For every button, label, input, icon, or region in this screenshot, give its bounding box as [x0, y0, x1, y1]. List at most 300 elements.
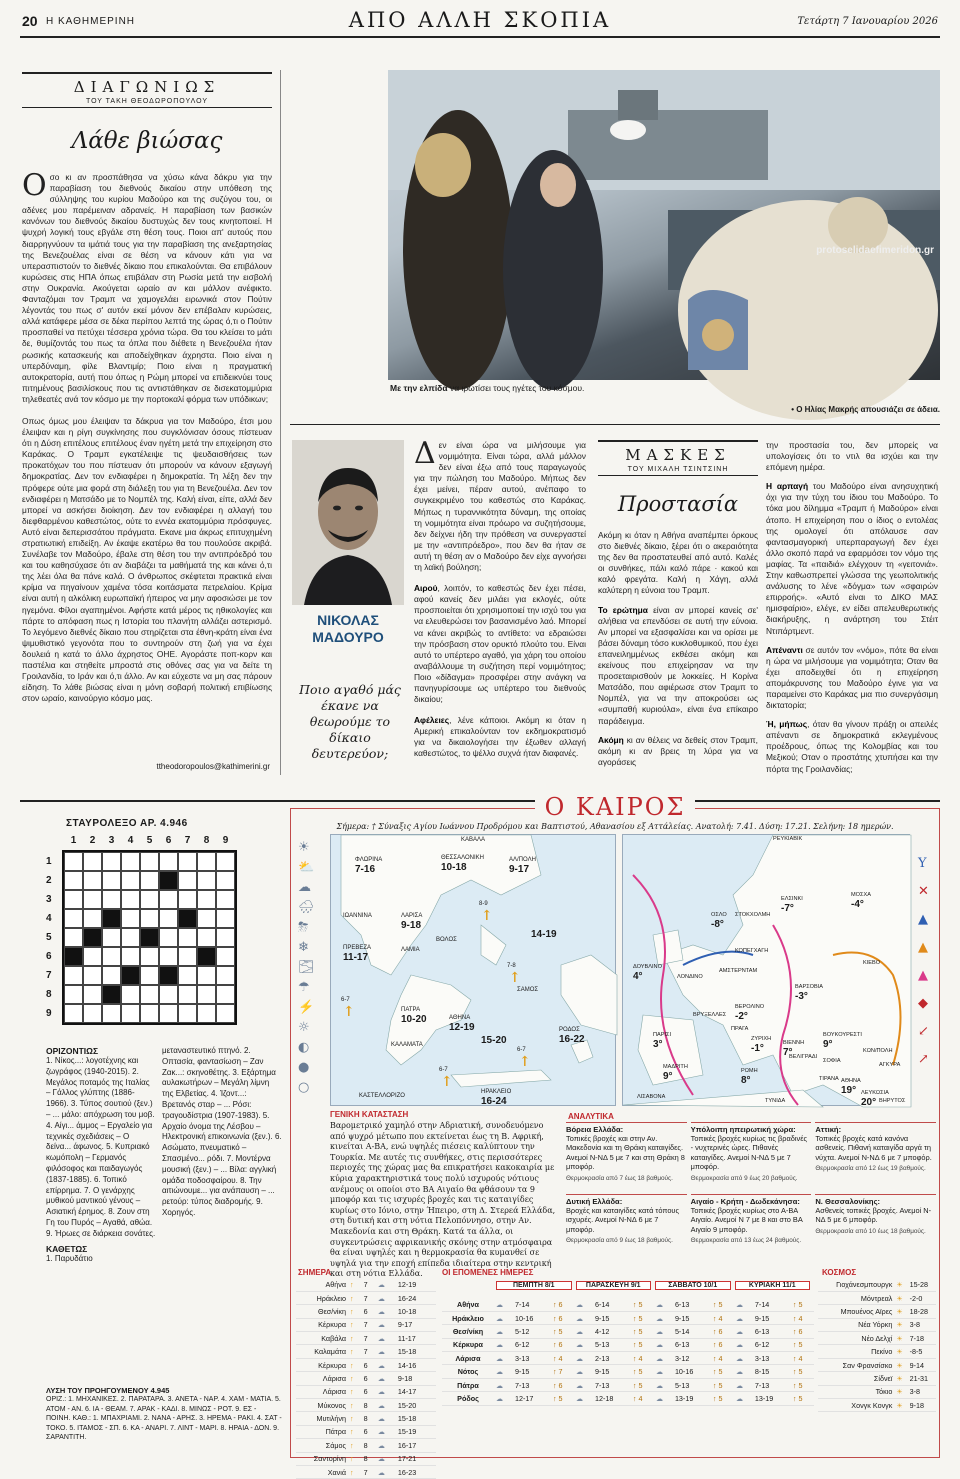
- row-number: 1: [46, 856, 52, 867]
- greece-map-shape: [331, 835, 617, 1107]
- wind-force: ↑ 5: [551, 1325, 574, 1338]
- europe-city: [819, 1075, 839, 1084]
- lead-word: Αφέλειες: [414, 715, 450, 726]
- city-temp: 7°: [783, 1047, 793, 1058]
- temp-range: 9-15: [593, 1365, 631, 1378]
- greece-city: [481, 1087, 511, 1107]
- crossword-cell[interactable]: [83, 985, 102, 1004]
- temp-range: 5-13: [593, 1338, 631, 1351]
- paragraph: την προστασία του, δεν μπορείς να υπολογίσεις ότι το ντιλ θα ισχύει και την επόμενη ημέρα.: [766, 440, 938, 473]
- city-name: ΜΟΣΧΑ: [851, 892, 871, 898]
- wind-force: 6: [362, 1425, 376, 1438]
- weather-icon: ☀: [894, 1399, 907, 1412]
- wind-arrow-icon: ↑: [481, 908, 493, 924]
- crossword-cell[interactable]: [64, 852, 83, 871]
- weather-icon: ☁: [376, 1439, 396, 1452]
- legend-front-icon: ✕: [918, 884, 929, 899]
- crossword-cell[interactable]: [64, 890, 83, 909]
- temp-range: 6-13: [673, 1338, 711, 1351]
- wind-arrow-icon: ↑: [441, 1074, 453, 1090]
- page-date: Τετάρτη 7 Ιανουαρίου 2026: [797, 16, 938, 27]
- weather-today-line: Σήμερα: † Σύναξις Αγίου Ιωάννου Προδρόμου και Βαπτιστού, Αθανασίου εξ Αττάλείας. Ανατολή: 7.41. Δύση: 17.21. Σελήνη: 18 ημερών.: [336, 822, 894, 831]
- temp-range: 9-15: [673, 1311, 711, 1324]
- weather-icon: ☁: [376, 1465, 396, 1478]
- crossword-row-numbers: [46, 852, 60, 1023]
- crossword-cell[interactable]: [121, 1004, 140, 1023]
- crossword-cell[interactable]: [178, 928, 197, 947]
- city-name: ΛΙΣΑΒΟΝΑ: [637, 1094, 666, 1100]
- europe-city: [711, 911, 727, 929]
- crossword-cell[interactable]: [159, 1004, 178, 1023]
- europe-city: [879, 1097, 905, 1106]
- weather-icon: ☁: [376, 1318, 396, 1331]
- city-temp: 20°: [861, 1097, 877, 1108]
- europe-city: [879, 1061, 900, 1070]
- legend-weather-icon: 🌫: [298, 960, 315, 975]
- row-number: 2: [46, 875, 52, 886]
- weather-icon: ☁: [574, 1325, 593, 1338]
- city-name: Καβάλα: [296, 1332, 348, 1345]
- greece-city: [391, 1040, 423, 1050]
- wind-force: ↑ 5: [791, 1298, 814, 1311]
- city-temp: 19°: [841, 1085, 857, 1096]
- weather-icon: ☁: [376, 1399, 396, 1412]
- legend-weather-icon: ☼: [298, 1020, 310, 1035]
- crossword-cell[interactable]: [102, 966, 121, 985]
- temp-range: 9-15: [753, 1311, 791, 1324]
- crossword-cell[interactable]: [140, 1004, 159, 1023]
- europe-city: [633, 963, 662, 981]
- photo-rule: [290, 424, 940, 425]
- temp-range: 10-18: [396, 1305, 436, 1318]
- crossword-cell[interactable]: [159, 985, 178, 1004]
- temp-range: 9-15: [513, 1365, 551, 1378]
- greece-city: [401, 945, 420, 955]
- world-row: [818, 1305, 936, 1318]
- region-name: Υπόλοιπη ηπειρωτική χώρα:: [690, 1125, 796, 1134]
- city-name: ΛΟΝΔΙΝΟ: [677, 974, 703, 980]
- temp-range: -8-5: [908, 1345, 936, 1358]
- crossword-cell[interactable]: [216, 966, 235, 985]
- weather-icon: ☁: [376, 1305, 396, 1318]
- city-name: ΒΟΛΟΣ: [436, 937, 457, 943]
- crossword-cell[interactable]: [121, 928, 140, 947]
- wind-force: ↑ 4: [631, 1392, 654, 1405]
- crossword-cell[interactable]: [83, 852, 102, 871]
- next-row: [442, 1392, 814, 1405]
- wind-force: ↑ 4: [791, 1311, 814, 1324]
- crossword-cell[interactable]: [121, 871, 140, 890]
- greece-city: [436, 935, 457, 945]
- column-kicker: ΜΑΣΚΕΣ: [625, 446, 731, 464]
- weather-icon: ☁: [376, 1372, 396, 1385]
- crossword-clues: [46, 1046, 282, 1264]
- wind-icon: ↑: [348, 1425, 362, 1438]
- city-name: Χανιά: [296, 1465, 348, 1478]
- crossword-cell[interactable]: [216, 947, 235, 966]
- europe-city: [765, 1097, 785, 1106]
- city-temp: 9°: [823, 1039, 833, 1050]
- crossword-cell[interactable]: [83, 1004, 102, 1023]
- today-table: [296, 1278, 436, 1479]
- crossword-grid[interactable]: [62, 850, 237, 1025]
- city-name: Λάρισα: [296, 1385, 348, 1398]
- crossword-cell[interactable]: [102, 871, 121, 890]
- wind-force: 7: [362, 1345, 376, 1358]
- col-number: 5: [146, 835, 153, 846]
- region-temp: Θερμοκρασία από 10 έως 18 βαθμούς.: [815, 1227, 926, 1235]
- wind-force: ↑ 6: [791, 1325, 814, 1338]
- weather-icon: ☁: [494, 1311, 513, 1324]
- weather-legend-right: [912, 856, 938, 1096]
- paragraph: του Μαδούρο είναι ανησυχητική όχι για την τύχη του ίδιου του Μαδούρο. Το τόκα μου δίλημμα «Τραμπ ή Μαδούρο» είναι άτοπο. Η επιχείρηση που ο ίδιος ο εντολέας της ομολογεί ότι απόλαυσε σαν φαντασμαγορική υπερπαραγωγή δεν έχει άλλο σκοπό παρά να εφαρμόσει τον νόμο της μαφίας. Τα «παιδιά» ελέγχουν τη «γειτονιά». Στην καθωσπρεπεί γλώσσα της γεωπολιτικής ανάλυσης το λένε «δόγμα» των «σφαιρών επιρροής». «Αυτό είναι το ΔΙΚΟ ΜΑΣ ημισφαίριο», ελέγε, εν είδει απελευθερωτικής διακήρυξης, η ανάρτηση του Στέιτ Ντιπάρτμεντ.: [766, 481, 938, 636]
- weather-title-box: [290, 793, 940, 821]
- weather-icon: ☁: [494, 1338, 513, 1351]
- city-name: Σαν Φρανσίσκο: [818, 1358, 894, 1371]
- today-row: [296, 1465, 436, 1478]
- across-title: ΟΡΙΖΟΝΤΙΩΣ: [46, 1046, 99, 1056]
- wind-force: ↑ 5: [791, 1365, 814, 1378]
- today-row: [296, 1318, 436, 1331]
- wind-icon: ↑: [348, 1439, 362, 1452]
- today-title: ΣΗΜΕΡΑ: [298, 1268, 332, 1277]
- col-number: 4: [127, 835, 134, 846]
- wind-force: ↑ 4: [711, 1352, 734, 1365]
- crossword-cell[interactable]: [83, 966, 102, 985]
- wind-force: 7: [362, 1332, 376, 1345]
- paragraph: εν είναι ώρα να μιλήσουμε για νομιμότητα. Είναι τώρα, αλλά μάλλον δεν είναι έξω από τους παραγωγούς για την πώληση του Μαδούρο. Μήπως δεν έχει μείνει, πέραν αυτού, ανέπαφο το συγκεκριμένο του καθεστώς στο Καράκας. Μήπως η τυραννικότητα δύναμη, της οποίας τη νομιμότητα είναι πρόωρο να συζητήσουμε, δεν δείχνει ήδη την πρόθεση να συνεργαστεί με την «αντιπρόεδρο», που δεν θα ήταν σε αυτή τη θέση αν ο Μαδούρο δεν είχε αγνοήσει τη λαϊκή βούληση;: [414, 440, 586, 573]
- crossword-cell[interactable]: [83, 947, 102, 966]
- crossword-cell[interactable]: [64, 966, 83, 985]
- crossword-cell[interactable]: [140, 909, 159, 928]
- wind-label: 7-8: [507, 963, 516, 969]
- temp-range: 14-17: [396, 1385, 436, 1398]
- crossword-cell: [83, 928, 102, 947]
- crossword-cell[interactable]: [159, 909, 178, 928]
- temp-range: 7-13: [753, 1378, 791, 1391]
- crossword-cell[interactable]: [64, 871, 83, 890]
- crossword-cell[interactable]: [64, 985, 83, 1004]
- region-name: Αιγαίο - Κρήτη - Δωδεκάνησα:: [690, 1197, 800, 1206]
- region-name: Δυτική Ελλάδα:: [566, 1197, 623, 1206]
- crossword-cell[interactable]: [83, 890, 102, 909]
- next-row: [442, 1365, 814, 1378]
- crossword-cell[interactable]: [121, 852, 140, 871]
- city-name: Αθήνα: [296, 1278, 348, 1291]
- wind-force: ↑ 5: [791, 1378, 814, 1391]
- region-name: Ν. Θεσσαλονίκης:: [815, 1197, 881, 1206]
- wind-force: ↑ 5: [551, 1392, 574, 1405]
- city-name: Κέρκυρα: [442, 1338, 494, 1351]
- weather-icon: ☁: [734, 1378, 753, 1391]
- crossword-cell[interactable]: [140, 890, 159, 909]
- region-temp: Θερμοκρασία από 12 έως 19 βαθμούς.: [815, 1165, 926, 1173]
- crossword-cell: [159, 966, 178, 985]
- crossword-cell: [121, 966, 140, 985]
- europe-city: [735, 911, 770, 920]
- weather-icon: ☀: [894, 1291, 907, 1304]
- world-row: [818, 1385, 936, 1398]
- world-table: [818, 1278, 936, 1412]
- crossword-cell[interactable]: [178, 890, 197, 909]
- city-name: Θεσ/νίκη: [296, 1305, 348, 1318]
- wind-force: 6: [362, 1305, 376, 1318]
- crossword-cell[interactable]: [216, 909, 235, 928]
- temp-range: 10-16: [673, 1365, 711, 1378]
- weather-icon: ☁: [654, 1352, 673, 1365]
- wind-label: 6-7: [517, 1047, 526, 1053]
- europe-city: [863, 1047, 893, 1056]
- europe-map: [622, 834, 910, 1106]
- europe-city: [823, 1031, 862, 1049]
- temp-range: 13-19: [673, 1392, 711, 1405]
- temp-range: 12-19: [396, 1278, 436, 1291]
- today-row: [296, 1439, 436, 1452]
- today-row: [296, 1332, 436, 1345]
- city-name: ΣΤΟΚΧΟΛΜΗ: [735, 912, 771, 918]
- paragraph: σε αυτόν τον «νόμο», πότε θα είναι η ώρα να μιλήσουμε για νομιμότητα; Οταν θα έχει αποδειχθεί ότι η επιχείρηση απομάκρυνσης του Μαδούρο έγινε για να παραμείνει στο Καράκας μια πιο συνεργάσιμη δικτατορία;: [766, 644, 938, 711]
- crossword-cell[interactable]: [216, 985, 235, 1004]
- day-header: ΚΥΡΙΑΚΗ 11/1: [735, 1281, 811, 1290]
- crossword-cell[interactable]: [197, 890, 216, 909]
- crossword-cell: [102, 909, 121, 928]
- down-title: ΚΑΘΕΤΩΣ: [46, 1243, 88, 1254]
- crossword-cell[interactable]: [216, 852, 235, 871]
- city-name: Ρόδος: [442, 1392, 494, 1405]
- city-name: Σίδνεϊ: [818, 1372, 894, 1385]
- city-name: ΤΙΡΑΝΑ: [819, 1076, 839, 1082]
- crossword-cell[interactable]: [64, 1004, 83, 1023]
- crossword-cell[interactable]: [140, 966, 159, 985]
- weather-icon: ☁: [494, 1365, 513, 1378]
- crossword-cell[interactable]: [197, 1004, 216, 1023]
- europe-city: [637, 1093, 665, 1102]
- region-forecast: [566, 1122, 687, 1192]
- paragraph: κι αν θέλεις να δεθείς στον Τραμπ, ακόμη κι αν βρεις τη λύρα για να αγοράσεις: [598, 734, 758, 767]
- row-number: 6: [46, 951, 52, 962]
- crossword-cell[interactable]: [216, 1004, 235, 1023]
- region-name: Αττική:: [815, 1125, 842, 1134]
- crossword-cell[interactable]: [197, 852, 216, 871]
- general-text: Βαρομετρικό χαμηλό στην Αδριατική, συνοδευόμενο από ψυχρό μέτωπο που εκτείνεται έως τη Β. Αφρική, κινείται Α-ΒΑ, ενώ υψηλές πιέσεις καλύπτουν την Τουρκία. Με αυτές τις συνθήκες, στις περισσότερες περιοχές της χώρας μας θα επικρατήσει κακοκαιρία με κύρια χαρακτηριστικά τους πολύ ισχυρούς νότιους ανέμους οι οποίοι στο ΒΑ Αιγαίο θα φθάσουν τα 9 μποφόρ και τις ισχυρές βροχές και τις καταιγίδες κυρίως στο Ιόνιο, στην Ήπειρο, στη Δ. Στερεά Ελλάδα, στη δυτική και στη νότια Πελοπόννησο, στην Αν. Μακεδονία και στη Θράκη. Κατά τα άλλα, οι συγκεντρώσεις αφρικανικής σκόνης στην ατμόσφαιρα θα είναι υψηλές και η θερμοκρασία θα κυμανθεί σε υψηλά για την εποχή επίπεδα ιδιαίτερα στην κεντρική και στη νότια Ελλάδα.: [330, 1121, 556, 1279]
- city-name: Πάτρα: [442, 1378, 494, 1391]
- crossword-cell[interactable]: [102, 947, 121, 966]
- city-name: ΒΗΡΥΤΟΣ: [879, 1098, 906, 1104]
- europe-city: [863, 959, 880, 968]
- crossword-cell[interactable]: [178, 966, 197, 985]
- crossword-cell: [102, 985, 121, 1004]
- wind-icon: ↑: [348, 1358, 362, 1371]
- wind-force: ↑ 5: [711, 1298, 734, 1311]
- city-name: ΤΥΝΙΔΑ: [765, 1098, 786, 1104]
- city-name: ΣΟΦΙΑ: [823, 1058, 841, 1064]
- europe-city: [773, 835, 802, 844]
- europe-city: [851, 891, 871, 909]
- today-row: [296, 1399, 436, 1412]
- temp-range: 16-17: [396, 1439, 436, 1452]
- crossword-cell[interactable]: [178, 852, 197, 871]
- col-number: 1: [70, 835, 77, 846]
- city-name: ΘΕΣΣΑΛΟΝΙΚΗ: [441, 855, 484, 861]
- caption-bold: Με την ελπίδα: [390, 383, 448, 393]
- crossword-cell[interactable]: [83, 909, 102, 928]
- analytics-title: ΑΝΑΛΥΤΙΚΑ: [568, 1112, 614, 1121]
- legend-front-icon: Y: [918, 856, 927, 871]
- city-name: Κέρκυρα: [296, 1318, 348, 1331]
- crossword-cell[interactable]: [159, 852, 178, 871]
- crossword-cell[interactable]: [178, 947, 197, 966]
- city-name: ΛΕΥΚΩΣΙΑ: [861, 1090, 889, 1096]
- drop-cap: Ο: [22, 168, 47, 203]
- wind-force: ↑ 5: [791, 1338, 814, 1351]
- paragraph: , λένε κάποιοι. Ακόμη κι όταν η Αμερική επικαλούνταν τον εκδημοκρατισμό για να δικαιολογήσει την έξωθεν αλλαγή καθεστώτος, το ψέλλο συχνά ήταν διαφανές.: [414, 715, 586, 759]
- next-row: [442, 1352, 814, 1365]
- weather-icon: ☁: [494, 1392, 513, 1405]
- europe-city: [693, 1011, 726, 1020]
- weather-icon: ☁: [654, 1298, 673, 1311]
- crossword-cell[interactable]: [216, 928, 235, 947]
- portrait-quote: Ποιο αγαθό μάς έκανε να θεωρούμε το δίκαιο δευτερεύον;: [299, 682, 401, 761]
- weather-icon: ☁: [734, 1392, 753, 1405]
- wind-force: ↑ 5: [711, 1378, 734, 1391]
- day-header: ΠΕΜΠΤΗ 8/1: [496, 1281, 572, 1290]
- temp-range: 10-16: [513, 1311, 551, 1324]
- temp-range: 16-24: [396, 1291, 436, 1304]
- crossword-cell[interactable]: [121, 909, 140, 928]
- drop-cap: Δ: [414, 436, 436, 471]
- crossword-cell[interactable]: [197, 909, 216, 928]
- crossword-cell[interactable]: [178, 985, 197, 1004]
- crossword-cell[interactable]: [197, 928, 216, 947]
- crossword-cell[interactable]: [102, 1004, 121, 1023]
- city-name: Μπουένος Αϊρες: [818, 1305, 894, 1318]
- crossword-cell[interactable]: [64, 928, 83, 947]
- crossword-cell[interactable]: [140, 947, 159, 966]
- crossword-cell[interactable]: [140, 871, 159, 890]
- wind-force: ↑ 6: [551, 1338, 574, 1351]
- city-name: ΕΛΣΙΝΚΙ: [781, 896, 803, 902]
- temp-range: 6-12: [753, 1338, 791, 1351]
- crossword-cell[interactable]: [197, 871, 216, 890]
- page-number: 20: [22, 13, 38, 29]
- crossword-cell[interactable]: [83, 871, 102, 890]
- portrait-name: [292, 612, 404, 646]
- crossword-cell[interactable]: [121, 890, 140, 909]
- crossword-cell[interactable]: [64, 909, 83, 928]
- row-number: 5: [46, 932, 52, 943]
- city-name: Λάρισα: [442, 1352, 494, 1365]
- row-number: 8: [46, 989, 52, 1000]
- city-name: ΡΟΔΟΣ: [559, 1027, 580, 1033]
- region-temp: Θερμοκρασία από 7 έως 18 βαθμούς.: [566, 1174, 673, 1182]
- today-row: [296, 1412, 436, 1425]
- city-name: Πάτρα: [296, 1425, 348, 1438]
- legend-weather-icon: ⛅: [298, 860, 315, 875]
- weather-icon: ☁: [654, 1378, 673, 1391]
- region-text: Βροχές και καταιγίδες κατά τόπους ισχυρές. Ανεμοί Ν-ΝΔ 6 με 7 μποφόρ.: [566, 1206, 680, 1234]
- wind-label: 6-7: [439, 1067, 448, 1073]
- europe-city: [795, 983, 823, 1001]
- city-name: ΡΩΜΗ: [741, 1068, 758, 1074]
- crossword-cell[interactable]: [197, 985, 216, 1004]
- city-temp: 12-19: [449, 1022, 475, 1033]
- wind-icon: ↑: [348, 1452, 362, 1465]
- next-row: [442, 1338, 814, 1351]
- city-name: Νότος: [442, 1365, 494, 1378]
- crossword-cell[interactable]: [178, 871, 197, 890]
- city-name: ΒΟΥΚΟΥΡΕΣΤΙ: [823, 1032, 862, 1038]
- city-name: ΛΑΜΙΑ: [401, 947, 420, 953]
- greece-city: [359, 1091, 405, 1101]
- europe-city: [719, 967, 757, 976]
- wind-label: 8-9: [479, 901, 488, 907]
- middle-article: [414, 436, 586, 760]
- today-row: [296, 1372, 436, 1385]
- wind-icon: ↑: [348, 1278, 362, 1291]
- col-number: 8: [203, 835, 210, 846]
- weather-icon: ☁: [654, 1365, 673, 1378]
- crossword-cell[interactable]: [102, 890, 121, 909]
- wind-force: ↑ 7: [551, 1365, 574, 1378]
- city-name: ΠΡΑΓΑ: [731, 1026, 749, 1032]
- weather-icon: ☁: [376, 1412, 396, 1425]
- crossword-cell: [159, 871, 178, 890]
- temp-range: 4-12: [593, 1325, 631, 1338]
- city-name: ΠΑΡΙΣΙ: [653, 1032, 672, 1038]
- crossword-cell[interactable]: [102, 852, 121, 871]
- crossword-cell[interactable]: [216, 890, 235, 909]
- crossword-cell[interactable]: [178, 1004, 197, 1023]
- wind-icon: ↑: [348, 1345, 362, 1358]
- city-name: Χονγκ Κονγκ: [818, 1399, 894, 1412]
- world-row: [818, 1399, 936, 1412]
- crossword-cell[interactable]: [102, 928, 121, 947]
- crossword-cell[interactable]: [197, 966, 216, 985]
- column-title: Λάθε βιώσας: [71, 128, 223, 154]
- column-byline: ΤΟΥ ΤΑΚΗ ΘΕΟΔΩΡΟΠΟΥΛΟΥ: [85, 98, 209, 105]
- weather-icon: ☁: [376, 1332, 396, 1345]
- signature-email[interactable]: ttheodoropoulos@kathimerini.gr: [156, 762, 270, 771]
- crossword-cell[interactable]: [159, 928, 178, 947]
- temp-range: 15-18: [396, 1345, 436, 1358]
- world-row: [818, 1358, 936, 1371]
- wind-label: 6-7: [341, 997, 350, 1003]
- crossword-cell[interactable]: [121, 985, 140, 1004]
- crossword-cell[interactable]: [121, 947, 140, 966]
- wind-force: ↑ 4: [551, 1352, 574, 1365]
- europe-city: [735, 1003, 764, 1021]
- row-number: 7: [46, 970, 52, 981]
- wind-arrow-icon: ↑: [509, 970, 521, 986]
- greece-city: [441, 853, 484, 873]
- city-temp: 4°: [633, 971, 643, 982]
- world-row: [818, 1332, 936, 1345]
- crossword-cell[interactable]: [140, 852, 159, 871]
- greece-city: [559, 1025, 585, 1045]
- greece-city: [517, 985, 538, 995]
- crossword-cell[interactable]: [159, 890, 178, 909]
- wind-icon: ↑: [348, 1318, 362, 1331]
- crossword-cell[interactable]: [140, 985, 159, 1004]
- city-temp: -2°: [735, 1011, 748, 1022]
- wind-icon: ↑: [348, 1291, 362, 1304]
- city-name: ΔΟΥΒΛΙΝΟ: [633, 964, 662, 970]
- city-temp: -7°: [781, 903, 794, 914]
- temp-range: 9-15: [593, 1311, 631, 1324]
- crossword-cell[interactable]: [159, 947, 178, 966]
- temp-range: 11-17: [396, 1332, 436, 1345]
- crossword-cell[interactable]: [216, 871, 235, 890]
